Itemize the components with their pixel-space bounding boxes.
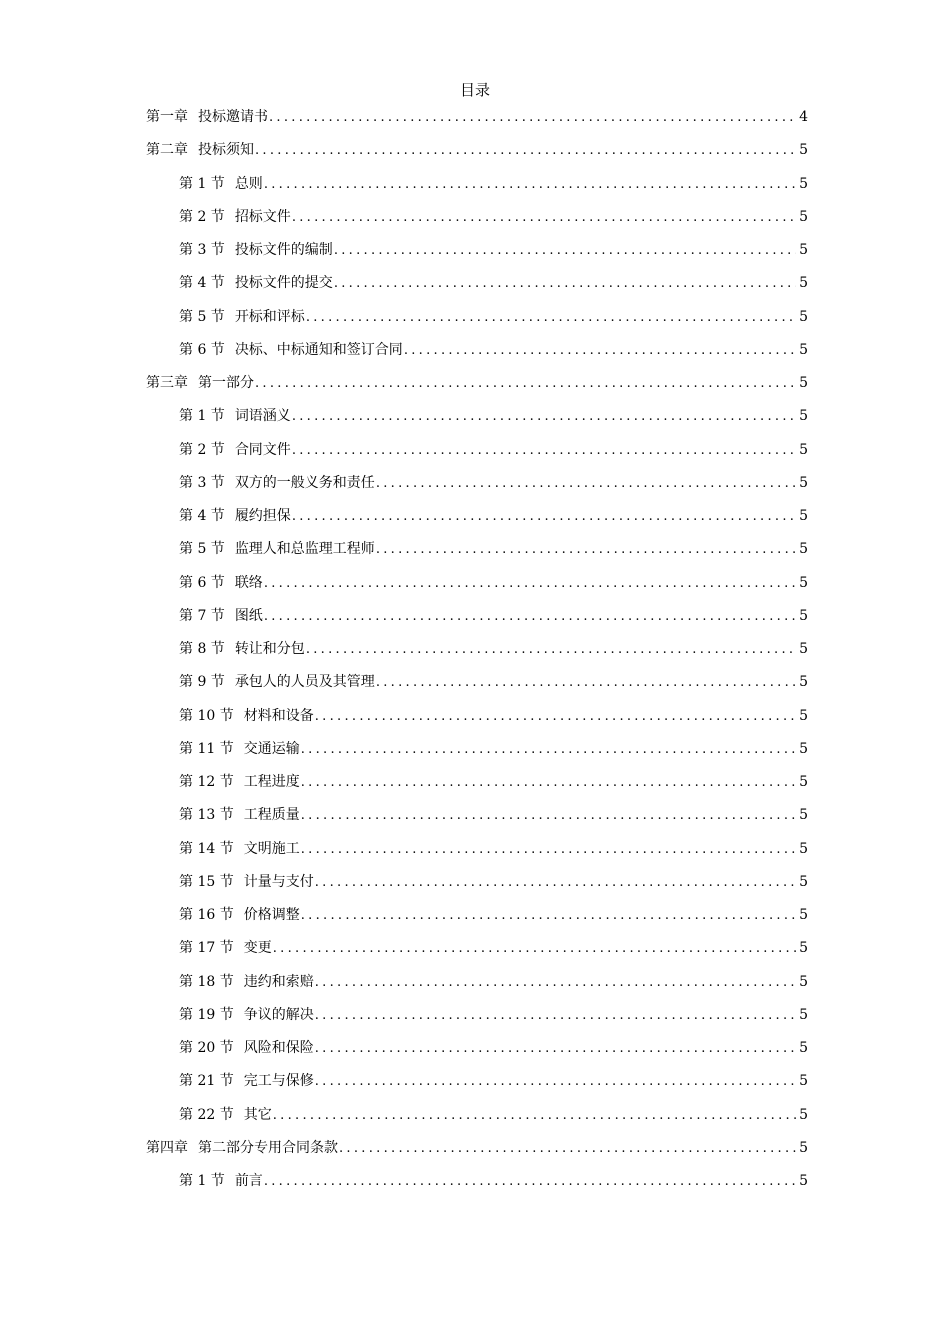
toc-section-entry[interactable] — [146, 737, 808, 770]
toc-entry-number: 第 5 节 — [179, 541, 225, 558]
toc-dot-leader — [334, 239, 796, 263]
toc-entry-number: 第 10 节 — [179, 707, 234, 724]
toc-entry-title: 变更 — [243, 940, 272, 957]
toc-entry-title: 交通运输 — [243, 740, 300, 757]
toc-entry-number: 第 14 节 — [179, 840, 234, 857]
toc-entry-label — [146, 105, 268, 129]
toc-entry-page-number: 5 — [799, 707, 808, 724]
toc-entry-number: 第 3 节 — [179, 474, 225, 491]
toc-dot-leader — [315, 705, 796, 729]
toc-section-entry[interactable] — [146, 271, 808, 304]
toc-entry-page-number: 5 — [799, 441, 808, 458]
toc-chapter-entry[interactable] — [146, 371, 808, 404]
toc-entry-title: 招标文件 — [234, 208, 291, 225]
toc-section-entry[interactable] — [146, 338, 808, 371]
toc-entry-number: 第 17 节 — [179, 940, 234, 957]
toc-dot-leader — [269, 106, 796, 130]
toc-entry-label — [179, 1169, 263, 1193]
toc-dot-leader — [292, 206, 796, 230]
toc-entry-number: 第 5 节 — [179, 308, 225, 325]
toc-entry-label — [179, 803, 300, 827]
toc-entry-title: 图纸 — [234, 607, 263, 624]
toc-section-entry[interactable] — [146, 770, 808, 803]
toc-dot-leader — [301, 838, 796, 862]
toc-entry-label — [179, 471, 375, 495]
toc-entry-label — [146, 1136, 338, 1160]
toc-dot-leader — [315, 1070, 796, 1094]
toc-entry-label — [179, 1069, 314, 1093]
toc-entry-number: 第 2 节 — [179, 208, 225, 225]
toc-entry-page-number: 5 — [799, 1040, 808, 1056]
toc-entry-number: 第 3 节 — [179, 242, 225, 258]
toc-section-entry[interactable] — [146, 172, 808, 205]
toc-entry-title: 双方的一般义务和责任 — [234, 474, 375, 491]
toc-entry-label — [179, 172, 263, 196]
toc-entry-number: 第 6 节 — [179, 341, 225, 358]
toc-entry-title: 联络 — [234, 574, 263, 591]
toc-entry-page-number: 5 — [799, 474, 808, 491]
toc-entry-page-number: 5 — [799, 208, 808, 225]
toc-list — [146, 105, 808, 1202]
toc-entry-title: 投标须知 — [198, 142, 254, 159]
toc-entry-title: 开标和评标 — [234, 308, 305, 325]
toc-title: 目录 — [459, 81, 490, 99]
toc-section-entry[interactable] — [146, 1036, 808, 1069]
toc-entry-page-number: 5 — [799, 275, 808, 292]
toc-entry-title: 前言 — [234, 1173, 263, 1189]
toc-entry-number: 第 12 节 — [179, 774, 234, 790]
toc-dot-leader — [315, 871, 796, 895]
toc-entry-title: 决标、中标通知和签订合同 — [234, 341, 403, 358]
toc-entry-label — [179, 970, 314, 994]
toc-entry-title: 转让和分包 — [234, 641, 305, 657]
toc-section-entry[interactable] — [146, 471, 808, 504]
toc-entry-number: 第 2 节 — [179, 441, 225, 458]
toc-entry-page-number: 5 — [799, 142, 808, 159]
toc-entry-number: 第 16 节 — [179, 907, 234, 923]
toc-entry-title: 第二部分专用合同条款 — [198, 1139, 338, 1156]
toc-dot-leader — [376, 671, 796, 695]
toc-entry-number: 第 4 节 — [179, 275, 225, 292]
toc-entry-label — [179, 238, 333, 262]
toc-entry-page-number: 4 — [799, 109, 808, 125]
toc-entry-title: 文明施工 — [243, 840, 300, 857]
toc-entry-label — [179, 571, 263, 595]
toc-dot-leader — [264, 605, 796, 629]
toc-entry-number: 第一章 — [146, 109, 188, 125]
toc-section-entry[interactable] — [146, 837, 808, 870]
toc-entry-title: 投标文件的提交 — [234, 275, 333, 292]
toc-entry-label — [179, 870, 314, 894]
toc-entry-number: 第 7 节 — [179, 607, 225, 624]
toc-entry-label — [179, 770, 300, 794]
toc-entry-label — [179, 670, 375, 694]
toc-section-entry[interactable] — [146, 1169, 808, 1202]
toc-entry-page-number: 5 — [799, 807, 808, 824]
toc-entry-label — [179, 338, 403, 362]
toc-entry-title: 风险和保险 — [243, 1040, 314, 1056]
toc-entry-title: 价格调整 — [243, 907, 300, 923]
toc-entry-title: 投标文件的编制 — [234, 242, 333, 258]
toc-entry-title: 总则 — [234, 175, 263, 192]
toc-section-entry[interactable] — [146, 205, 808, 238]
toc-chapter-entry[interactable] — [146, 138, 808, 171]
toc-entry-page-number: 5 — [799, 175, 808, 192]
toc-entry-title: 争议的解决 — [243, 1006, 314, 1023]
toc-section-entry[interactable] — [146, 1003, 808, 1036]
toc-chapter-entry[interactable] — [146, 1136, 808, 1169]
toc-entry-page-number: 5 — [799, 375, 808, 391]
toc-entry-label — [179, 903, 300, 927]
toc-entry-number: 第 1 节 — [179, 1173, 225, 1189]
toc-entry-number: 第 11 节 — [179, 740, 234, 757]
toc-dot-leader — [264, 173, 796, 197]
toc-entry-label — [146, 138, 254, 162]
toc-section-entry[interactable] — [146, 571, 808, 604]
toc-dot-leader — [376, 538, 796, 562]
toc-entry-number: 第 6 节 — [179, 574, 225, 591]
toc-entry-label — [179, 404, 291, 428]
toc-entry-number: 第四章 — [146, 1139, 188, 1156]
toc-dot-leader — [315, 1037, 796, 1061]
toc-entry-number: 第 18 节 — [179, 973, 234, 990]
toc-entry-page-number: 5 — [799, 973, 808, 990]
toc-entry-page-number: 5 — [799, 1173, 808, 1189]
toc-dot-leader — [273, 1104, 796, 1128]
toc-dot-leader — [292, 439, 796, 463]
toc-dot-leader — [306, 306, 796, 330]
toc-dot-leader — [292, 505, 796, 529]
toc-dot-leader — [264, 572, 796, 596]
toc-entry-label — [179, 504, 291, 528]
toc-entry-label — [179, 837, 300, 861]
toc-entry-number: 第二章 — [146, 142, 188, 159]
toc-entry-label — [179, 704, 314, 728]
toc-section-entry[interactable] — [146, 438, 808, 471]
toc-dot-leader — [334, 272, 796, 296]
toc-section-entry[interactable] — [146, 1103, 808, 1136]
toc-dot-leader — [255, 139, 796, 163]
toc-entry-label — [146, 371, 254, 395]
toc-dot-leader — [404, 339, 796, 363]
toc-dot-leader — [292, 405, 796, 429]
toc-section-entry[interactable] — [146, 604, 808, 637]
toc-section-entry[interactable] — [146, 504, 808, 537]
toc-entry-page-number: 5 — [799, 242, 808, 258]
toc-section-entry[interactable] — [146, 704, 808, 737]
toc-entry-page-number: 5 — [799, 641, 808, 657]
toc-entry-title: 履约担保 — [234, 508, 291, 524]
toc-entry-number: 第 15 节 — [179, 873, 234, 890]
toc-dot-leader — [315, 971, 796, 995]
toc-entry-title: 投标邀请书 — [198, 109, 268, 125]
toc-entry-label — [179, 305, 305, 329]
toc-entry-page-number: 5 — [799, 308, 808, 325]
toc-entry-number: 第 9 节 — [179, 674, 225, 691]
toc-dot-leader — [306, 638, 796, 662]
toc-entry-number: 第 1 节 — [179, 408, 225, 425]
toc-section-entry[interactable] — [146, 1069, 808, 1102]
toc-dot-leader — [339, 1137, 796, 1161]
toc-entry-page-number: 5 — [799, 341, 808, 358]
toc-entry-title: 工程质量 — [243, 807, 300, 824]
toc-dot-leader — [301, 804, 796, 828]
toc-entry-page-number: 5 — [799, 1106, 808, 1123]
toc-entry-page-number: 5 — [799, 408, 808, 425]
toc-dot-leader — [264, 1170, 796, 1194]
toc-entry-page-number: 5 — [799, 740, 808, 757]
toc-dot-leader — [301, 738, 796, 762]
toc-entry-label — [179, 271, 333, 295]
toc-entry-page-number: 5 — [799, 508, 808, 524]
toc-entry-page-number: 5 — [799, 1139, 808, 1156]
toc-entry-title: 材料和设备 — [243, 707, 314, 724]
toc-entry-title: 合同文件 — [234, 441, 291, 458]
toc-section-entry[interactable] — [146, 238, 808, 271]
toc-entry-page-number: 5 — [799, 873, 808, 890]
toc-entry-number: 第三章 — [146, 375, 188, 391]
toc-entry-label — [179, 1103, 272, 1127]
toc-entry-number: 第 13 节 — [179, 807, 234, 824]
toc-entry-page-number: 5 — [799, 1006, 808, 1023]
toc-entry-label — [179, 936, 272, 960]
toc-entry-number: 第 20 节 — [179, 1040, 234, 1056]
toc-section-entry[interactable] — [146, 970, 808, 1003]
toc-section-entry[interactable] — [146, 670, 808, 703]
toc-entry-title: 第一部分 — [198, 375, 254, 391]
toc-entry-title: 违约和索赔 — [243, 973, 314, 990]
toc-entry-page-number: 5 — [799, 940, 808, 957]
toc-entry-number: 第 1 节 — [179, 175, 225, 192]
toc-entry-title: 词语涵义 — [234, 408, 291, 425]
toc-section-entry[interactable] — [146, 803, 808, 836]
toc-dot-leader — [301, 904, 796, 928]
toc-entry-title: 承包人的人员及其管理 — [234, 674, 375, 691]
toc-entry-title: 完工与保修 — [243, 1073, 314, 1090]
toc-entry-page-number: 5 — [799, 541, 808, 558]
toc-entry-page-number: 5 — [799, 840, 808, 857]
toc-entry-label — [179, 604, 263, 628]
toc-dot-leader — [273, 937, 796, 961]
toc-dot-leader — [315, 1004, 796, 1028]
toc-entry-page-number: 5 — [799, 1073, 808, 1090]
toc-dot-leader — [376, 472, 796, 496]
toc-entry-number: 第 21 节 — [179, 1073, 234, 1090]
toc-entry-page-number: 5 — [799, 574, 808, 591]
toc-entry-title: 工程进度 — [243, 774, 300, 790]
toc-entry-label — [179, 1003, 314, 1027]
toc-chapter-entry[interactable] — [146, 105, 808, 138]
toc-entry-number: 第 19 节 — [179, 1006, 234, 1023]
toc-entry-number: 第 8 节 — [179, 641, 225, 657]
toc-entry-label — [179, 438, 291, 462]
toc-entry-number: 第 4 节 — [179, 508, 225, 524]
toc-dot-leader — [301, 771, 796, 795]
toc-entry-number: 第 22 节 — [179, 1106, 234, 1123]
toc-entry-label — [179, 205, 291, 229]
toc-entry-page-number: 5 — [799, 674, 808, 691]
toc-entry-title: 监理人和总监理工程师 — [234, 541, 375, 558]
toc-entry-page-number: 5 — [799, 907, 808, 923]
toc-entry-label — [179, 737, 300, 761]
toc-entry-page-number: 5 — [799, 607, 808, 624]
toc-section-entry[interactable] — [146, 903, 808, 936]
toc-entry-label — [179, 1036, 314, 1060]
toc-section-entry[interactable] — [146, 305, 808, 338]
toc-entry-label — [179, 537, 375, 561]
toc-entry-page-number: 5 — [799, 774, 808, 790]
toc-entry-title: 计量与支付 — [243, 873, 314, 890]
toc-entry-label — [179, 637, 305, 661]
toc-dot-leader — [255, 372, 796, 396]
toc-section-entry[interactable] — [146, 870, 808, 903]
toc-entry-title: 其它 — [243, 1106, 272, 1123]
toc-section-entry[interactable] — [146, 637, 808, 670]
toc-section-entry[interactable] — [146, 404, 808, 437]
toc-section-entry[interactable] — [146, 537, 808, 570]
toc-section-entry[interactable] — [146, 936, 808, 969]
